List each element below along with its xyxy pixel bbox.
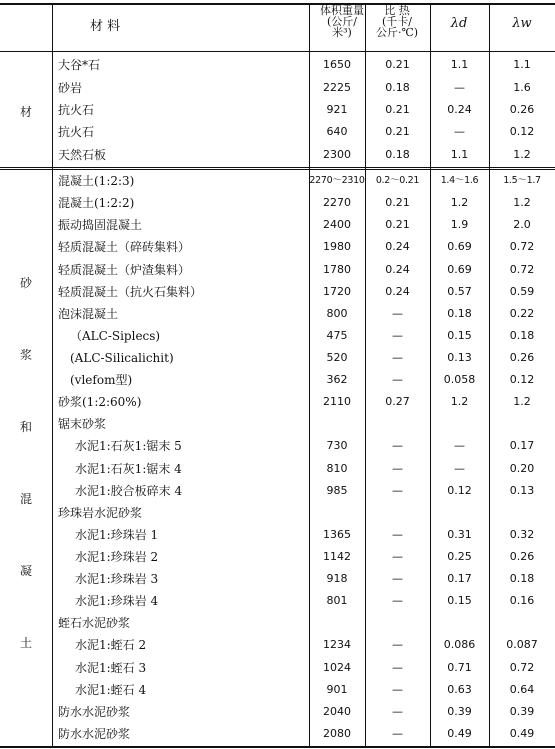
specific-heat-cell: 0.18 <box>385 80 410 94</box>
lambda-d-cell: — <box>454 80 465 94</box>
density-cell: 1142 <box>323 550 351 564</box>
lambda-w-cell: 0.72 <box>509 240 535 254</box>
material-name: 水泥1:蛭石 4 <box>75 682 147 697</box>
material-name: 砂浆(1:2:60%) <box>58 395 142 410</box>
material-name: 水泥1:珍珠岩 2 <box>75 550 159 565</box>
lambda-w-cell: 0.26 <box>509 550 535 564</box>
material-name: 轻质混凝土（碎砖集料） <box>58 240 191 255</box>
lambda-w-cell: 1.2 <box>513 147 531 161</box>
lambda-d-cell: 0.69 <box>447 262 472 276</box>
material-name: (vlefom型) <box>70 373 133 388</box>
lambda-d-cell: 1.2 <box>450 196 469 210</box>
header-density-line3: 米³) <box>332 26 352 39</box>
density-cell: 2225 <box>323 80 351 94</box>
material-name: 水泥1:蛭石 2 <box>75 638 147 653</box>
density-cell: 2040 <box>323 704 351 718</box>
lambda-d-cell: 1.4～1.6 <box>440 175 479 187</box>
lambda-w-cell: 0.39 <box>509 704 535 718</box>
lambda-w-cell: 1.6 <box>513 80 531 94</box>
lambda-w-cell: 0.26 <box>509 350 535 364</box>
material-name: 蛭石水泥砂浆 <box>58 616 131 631</box>
density-cell: 1650 <box>323 58 351 72</box>
specific-heat-cell: — <box>392 594 403 608</box>
density-cell: 2110 <box>323 395 351 409</box>
lambda-w-cell: 0.17 <box>509 439 535 453</box>
material-name: 防水水泥砂浆 <box>58 704 131 719</box>
lambda-w-cell: 0.16 <box>509 594 535 608</box>
lambda-d-cell: 0.25 <box>447 550 472 564</box>
density-cell: 2270 <box>323 196 351 210</box>
specific-heat-cell: 0.21 <box>385 125 410 139</box>
specific-heat-cell: 0.2～0.21 <box>375 175 420 187</box>
lambda-d-cell: 0.058 <box>443 373 476 387</box>
material-name: 水泥1:珍珠岩 3 <box>75 572 159 587</box>
header-density-line2: (公斤/ <box>327 15 357 28</box>
category-label: 砂 <box>19 276 32 290</box>
specific-heat-cell: 0.21 <box>385 103 410 116</box>
density-cell: 985 <box>326 483 348 497</box>
lambda-d-cell: 0.12 <box>447 483 472 497</box>
header-lambda-d: λd <box>450 16 468 31</box>
specific-heat-cell: 0.18 <box>385 147 410 161</box>
density-cell: 801 <box>326 594 348 608</box>
material-name: 防水水泥砂浆 <box>58 726 131 741</box>
density-cell: 475 <box>326 328 348 342</box>
lambda-d-cell: 0.24 <box>447 103 472 116</box>
density-cell: 730 <box>326 439 348 453</box>
rule <box>0 169 555 170</box>
material-name: 天然石板 <box>58 147 107 162</box>
lambda-d-cell: 1.1 <box>450 147 469 161</box>
specific-heat-cell: — <box>392 550 403 564</box>
lambda-w-cell: 0.22 <box>509 306 535 320</box>
specific-heat-cell: — <box>392 373 403 387</box>
lambda-w-cell: 0.26 <box>509 103 535 116</box>
header-material: 材 料 <box>90 19 121 34</box>
material-name: (ALC-Silicalichit) <box>70 350 174 365</box>
density-cell: 1365 <box>323 527 351 541</box>
density-cell: 921 <box>326 103 348 116</box>
lambda-w-cell: 0.087 <box>506 638 538 652</box>
lambda-d-cell: 1.1 <box>450 58 469 72</box>
lambda-d-cell: 0.31 <box>447 527 472 541</box>
density-cell: 2400 <box>323 218 351 232</box>
lambda-d-cell: 0.63 <box>447 682 472 696</box>
category-label: 混 <box>19 492 32 506</box>
density-cell: 800 <box>326 306 348 320</box>
specific-heat-cell: — <box>392 572 403 586</box>
lambda-d-cell: 0.17 <box>447 572 472 586</box>
category-label: 浆 <box>19 348 32 362</box>
category-label: 材 <box>19 105 32 119</box>
lambda-w-cell: 0.13 <box>509 483 535 497</box>
density-cell: 1780 <box>323 262 351 276</box>
lambda-d-cell: 0.71 <box>447 660 472 674</box>
header-heat-line3: 公斤·℃) <box>375 26 419 39</box>
material-name: 水泥1:石灰1:锯末 5 <box>75 439 182 454</box>
material-name: 珍珠岩水泥砂浆 <box>58 505 143 520</box>
rule <box>0 3 555 5</box>
lambda-d-cell: — <box>454 439 465 453</box>
material-name: 混凝土(1:2:3) <box>58 174 135 189</box>
header-heat-line2: (千卡/ <box>382 15 412 28</box>
density-cell: 362 <box>326 373 348 387</box>
specific-heat-cell: — <box>392 704 403 718</box>
rule <box>0 746 555 748</box>
density-cell: 1024 <box>323 660 351 674</box>
material-name: 锯末砂浆 <box>58 417 107 432</box>
material-name: 水泥1:胶合板碎末 4 <box>75 483 183 498</box>
density-cell: 2270～2310 <box>309 175 365 187</box>
lambda-w-cell: 0.12 <box>509 125 535 139</box>
lambda-d-cell: 0.086 <box>443 638 476 652</box>
material-name: 轻质混凝土（炉渣集料） <box>58 262 191 277</box>
specific-heat-cell: — <box>392 638 403 652</box>
lambda-w-cell: 0.72 <box>509 262 535 276</box>
lambda-w-cell: 0.32 <box>509 527 535 541</box>
lambda-d-cell: 0.15 <box>447 328 472 342</box>
lambda-d-cell: 0.57 <box>447 284 472 298</box>
header-heat-line1: 比 热 <box>384 4 410 17</box>
lambda-w-cell: 0.59 <box>509 284 535 298</box>
density-cell: 2300 <box>323 147 351 161</box>
material-name: 轻质混凝土（抗火石集料） <box>58 284 203 299</box>
category-label: 凝 <box>19 564 32 578</box>
lambda-w-cell: 1.1 <box>513 58 531 72</box>
lambda-d-cell: 0.18 <box>447 306 472 320</box>
density-cell: 2080 <box>323 726 351 740</box>
lambda-w-cell: 0.18 <box>509 572 535 586</box>
lambda-d-cell: — <box>454 461 465 475</box>
specific-heat-cell: — <box>392 527 403 541</box>
header-lambda-w: λw <box>512 16 532 31</box>
lambda-d-cell: 1.9 <box>450 218 469 232</box>
specific-heat-cell: 0.21 <box>385 196 410 210</box>
material-name: 泡沫混凝土 <box>58 306 119 321</box>
material-name: 水泥1:珍珠岩 1 <box>75 527 159 542</box>
lambda-d-cell: 0.13 <box>447 350 472 364</box>
specific-heat-cell: — <box>392 726 403 740</box>
material-name: （ALC-Siplecs) <box>70 328 161 343</box>
specific-heat-cell: — <box>392 328 403 342</box>
specific-heat-cell: 0.24 <box>385 240 410 254</box>
lambda-d-cell: 1.2 <box>450 395 469 409</box>
material-name: 振动捣固混凝土 <box>58 218 143 233</box>
material-name: 水泥1:蛭石 3 <box>75 660 147 675</box>
header-specific-heat <box>365 5 429 38</box>
category-label: 和 <box>19 420 32 434</box>
specific-heat-cell: — <box>392 461 403 475</box>
material-name: 抗火石 <box>58 125 95 140</box>
lambda-w-cell: 0.18 <box>509 328 535 342</box>
lambda-w-cell: 0.12 <box>509 373 535 387</box>
specific-heat-cell: — <box>392 483 403 497</box>
lambda-d-cell: 0.15 <box>447 594 472 608</box>
specific-heat-cell: 0.21 <box>385 58 410 72</box>
lambda-d-cell: 0.69 <box>447 240 472 254</box>
density-cell: 1720 <box>323 284 351 298</box>
density-cell: 1234 <box>323 638 351 652</box>
specific-heat-cell: 0.21 <box>385 218 410 232</box>
material-name: 抗火石 <box>58 103 95 117</box>
lambda-w-cell: 1.2 <box>513 196 531 210</box>
density-cell: 918 <box>326 572 348 586</box>
material-name: 水泥1:石灰1:锯末 4 <box>75 461 182 476</box>
rule <box>0 51 555 52</box>
specific-heat-cell: 0.24 <box>385 262 410 276</box>
density-cell: 1980 <box>323 240 351 254</box>
density-cell: 901 <box>326 682 348 696</box>
material-name: 砂岩 <box>58 80 83 95</box>
material-name: 水泥1:珍珠岩 4 <box>75 594 159 609</box>
lambda-w-cell: 1.2 <box>513 395 531 409</box>
rule <box>0 167 555 168</box>
material-name: 混凝土(1:2:2) <box>58 196 135 211</box>
lambda-w-cell: 0.64 <box>509 682 535 696</box>
specific-heat-cell: — <box>392 660 403 674</box>
specific-heat-cell: — <box>392 350 403 364</box>
specific-heat-cell: 0.27 <box>385 395 410 409</box>
lambda-w-cell: 0.49 <box>509 726 535 740</box>
column-rule <box>52 3 53 748</box>
header-density-line1: 体积重量 <box>320 4 364 17</box>
lambda-w-cell: 0.72 <box>509 660 535 674</box>
lambda-w-cell: 2.0 <box>513 218 531 232</box>
lambda-w-cell: 0.20 <box>509 461 535 475</box>
density-cell: 520 <box>326 350 348 364</box>
lambda-w-cell: 1.5～1.7 <box>503 175 541 187</box>
lambda-d-cell: 0.39 <box>447 704 472 718</box>
category-label: 土 <box>19 636 32 650</box>
lambda-d-cell: 0.49 <box>447 726 472 740</box>
specific-heat-cell: 0.24 <box>385 284 410 298</box>
specific-heat-cell: — <box>392 682 403 696</box>
lambda-d-cell: — <box>454 125 465 139</box>
density-cell: 810 <box>326 461 348 475</box>
specific-heat-cell: — <box>392 439 403 453</box>
density-cell: 640 <box>326 125 348 139</box>
specific-heat-cell: — <box>392 306 403 320</box>
material-name: 大谷*石 <box>58 58 101 73</box>
